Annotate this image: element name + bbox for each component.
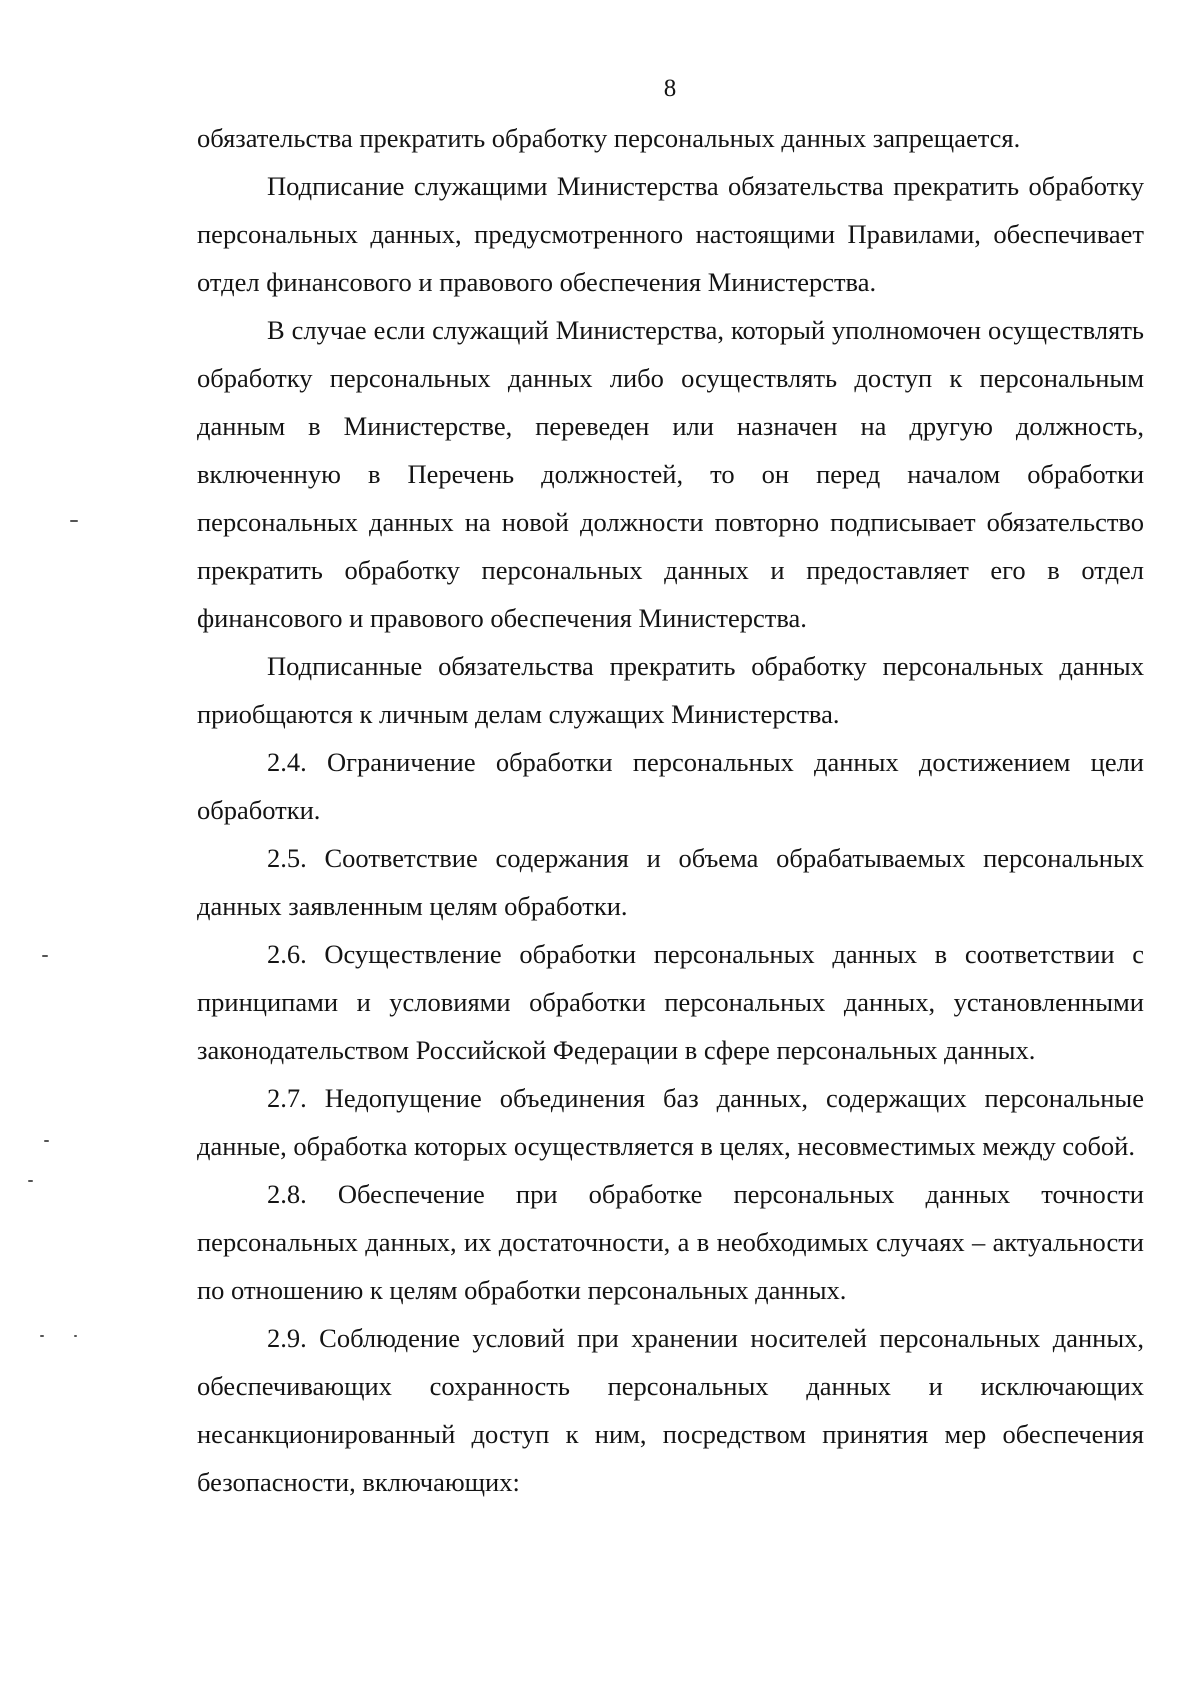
scan-speck [28, 1180, 33, 1182]
paragraph-2-9: 2.9. Соблюдение условий при хранении носителей персональных данных, обеспечивающих сохранность персональных данных и исключающих несанкционированный доступ к ним, посредством принятия мер обеспечения безопасности, включающих: [197, 1323, 1144, 1497]
paragraph-2-8: 2.8. Обеспечение при обработке персональных данных точности персональных данных, их достаточности, а в необходимых случаях – актуальности по отношению к целям обработки персональных данных. [197, 1179, 1144, 1305]
scan-speck [74, 1335, 77, 1337]
scan-speck [40, 1335, 44, 1337]
paragraph-signing-obligation: Подписание служащими Министерства обязательства прекратить обработку персональных данных, предусмотренного настоящими Правилами, обеспечивает отдел финансового и правового обеспечения Министерства. [197, 171, 1144, 297]
scan-speck [44, 1140, 49, 1142]
paragraph-continuation: обязательства прекратить обработку персональных данных запрещается. [197, 123, 1021, 153]
page-number: 8 [663, 75, 677, 102]
paragraph-2-6: 2.6. Осуществление обработки персональных данных в соответствии с принципами и условиями обработки персональных данных, установленными законодательством Российской Федерации в сфере персональных данных. [197, 939, 1144, 1065]
paragraph-2-7: 2.7. Недопущение объединения баз данных, содержащих персональные данные, обработка которых осуществляется в целях, несовместимых между собой. [197, 1083, 1144, 1161]
paragraph-2-5: 2.5. Соответствие содержания и объема обрабатываемых персональных данных заявленным целям обработки. [197, 843, 1144, 921]
paragraph-transfer-case: В случае если служащий Министерства, который уполномочен осуществлять обработку персональных данных либо осуществлять доступ к персональным данным в Министерстве, переведен или назначен на другую должность, включенную в Перечень должностей, то он перед началом обработки персональных данных на новой должности повторно подписывает обязательство прекратить обработку персональных данных и предоставляет его в отдел финансового и правового обеспечения Министерства. [197, 315, 1144, 633]
paragraph-2-4: 2.4. Ограничение обработки персональных данных достижением цели обработки. [197, 747, 1144, 825]
scan-speck [42, 955, 48, 957]
document-body [197, 114, 1144, 1506]
scan-speck [70, 520, 78, 522]
paragraph-signed-obligations: Подписанные обязательства прекратить обработку персональных данных приобщаются к личным делам служащих Министерства. [197, 651, 1144, 729]
